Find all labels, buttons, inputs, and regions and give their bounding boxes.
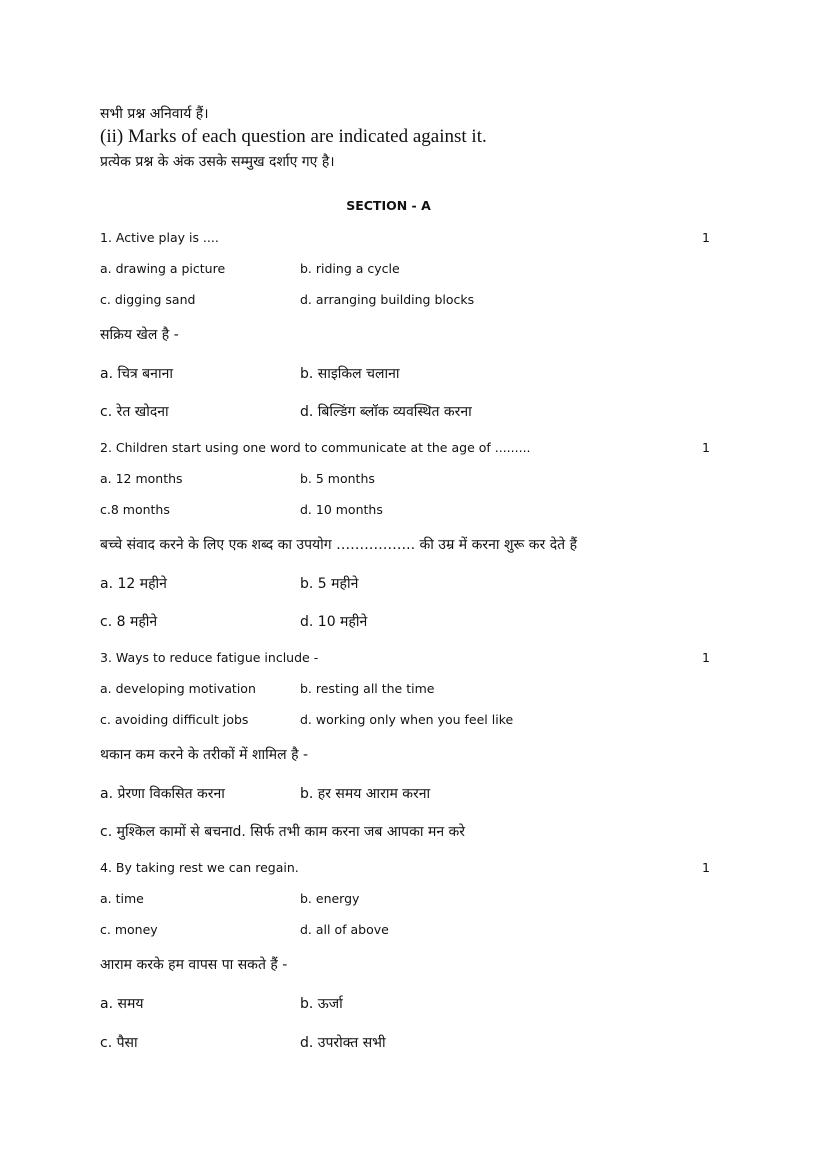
option-d-hindi: d. बिल्डिंग ब्लॉक व्यवस्थित करना	[300, 404, 472, 420]
option-b-english: b. 5 months	[300, 471, 375, 486]
option-a-english: a. drawing a picture	[100, 261, 226, 276]
option-d-english: d. all of above	[300, 922, 389, 937]
question-text-hindi: आराम करके हम वापस पा सकते हैं -	[100, 957, 288, 973]
option-c-hindi: c. पैसा	[100, 1035, 138, 1051]
option-a-hindi: a. प्रेरणा विकसित करना	[100, 786, 225, 802]
option-c-hindi: c. 8 महीने	[100, 614, 158, 630]
option-b-hindi: b. ऊर्जा	[300, 996, 343, 1012]
option-a-english: a. 12 months	[100, 471, 183, 486]
option-a-hindi: a. 12 महीने	[100, 576, 167, 592]
option-a-english: a. time	[100, 891, 144, 906]
option-b-english: b. energy	[300, 891, 360, 906]
option-d-hindi: d. सिर्फ तभी काम करना जब आपका मन करे	[232, 824, 466, 840]
question-text-english: 1. Active play is ....	[100, 230, 219, 245]
option-c-english: c. money	[100, 922, 158, 937]
question-text-english: 3. Ways to reduce fatigue include -	[100, 650, 319, 665]
option-b-english: b. resting all the time	[300, 681, 435, 696]
option-b-hindi: b. 5 महीने	[300, 576, 359, 592]
option-a-hindi: a. समय	[100, 996, 144, 1012]
question-marks: 1	[702, 650, 710, 665]
question-text-hindi: सक्रिय खेल है -	[100, 327, 179, 343]
option-b-hindi: b. हर समय आराम करना	[300, 786, 431, 802]
instruction-marks-english: (ii) Marks of each question are indicated against it.	[100, 126, 487, 147]
option-d-english: d. working only when you feel like	[300, 712, 514, 727]
question-text-english: 4. By taking rest we can regain.	[100, 860, 299, 875]
option-d-hindi: d. उपरोक्त सभी	[300, 1035, 386, 1051]
option-d-hindi: d. 10 महीने	[300, 614, 368, 630]
section-title: SECTION - A	[346, 198, 431, 213]
question-marks: 1	[702, 230, 710, 245]
option-c-english: c. digging sand	[100, 292, 196, 307]
instruction-marks-hindi: प्रत्येक प्रश्न के अंक उसके सम्मुख दर्शाए गए है।	[100, 154, 335, 170]
question-marks: 1	[702, 860, 710, 875]
question-text-english: 2. Children start using one word to communicate at the age of .........	[100, 440, 531, 455]
option-b-english: b. riding a cycle	[300, 261, 400, 276]
question-text-hindi: बच्चे संवाद करने के लिए एक शब्द का उपयोग …………….. की उम्र में करना शुरू कर देते हैं	[100, 537, 578, 553]
option-c-english: c. avoiding difficult jobs	[100, 712, 249, 727]
option-d-english: d. arranging building blocks	[300, 292, 475, 307]
option-c-english: c.8 months	[100, 502, 170, 517]
option-a-hindi: a. चित्र बनाना	[100, 366, 173, 382]
option-a-english: a. developing motivation	[100, 681, 256, 696]
option-c-d-hindi	[100, 822, 465, 841]
option-c-hindi: c. मुश्किल कामों से बचना	[100, 824, 233, 840]
option-c-hindi: c. रेत खोदना	[100, 404, 169, 420]
instruction-all-compulsory-hindi: सभी प्रश्न अनिवार्य हैं।	[100, 106, 209, 122]
option-d-english: d. 10 months	[300, 502, 383, 517]
question-text-hindi: थकान कम करने के तरीकों में शामिल है -	[100, 747, 309, 763]
question-marks: 1	[702, 440, 710, 455]
option-b-hindi: b. साइकिल चलाना	[300, 366, 400, 382]
